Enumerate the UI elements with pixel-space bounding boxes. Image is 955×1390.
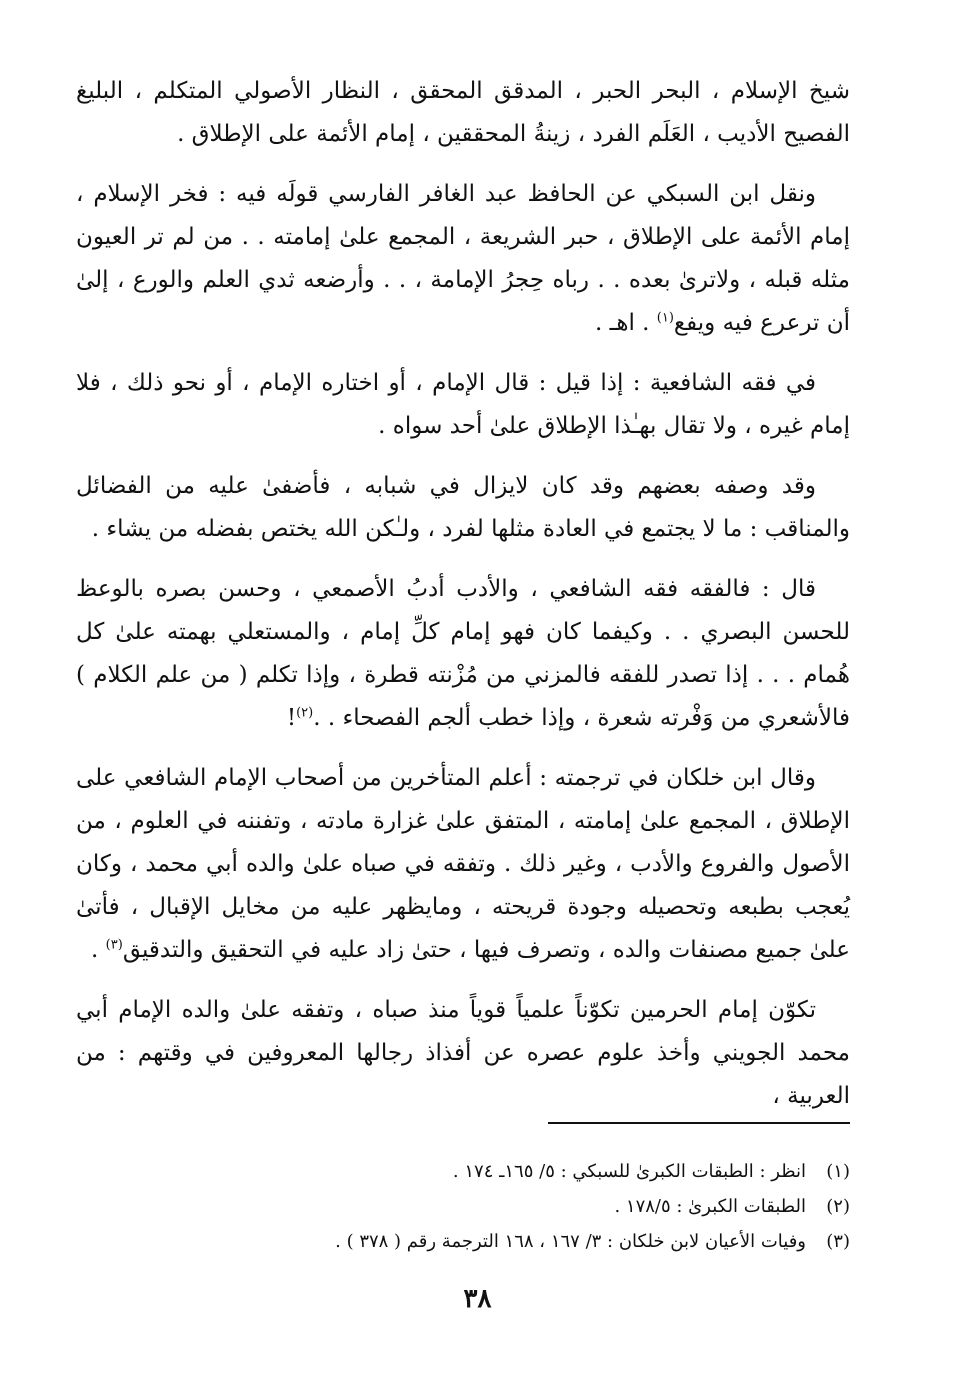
footnote-text: الطبقات الكبرىٰ : ١٧٨/٥ . — [614, 1196, 806, 1217]
paragraph-6-tail: . — [91, 937, 106, 963]
footnote-2 — [76, 1189, 850, 1224]
paragraph-6 — [76, 757, 850, 972]
page-number: ٣٨ — [463, 1284, 492, 1314]
footnote-1 — [76, 1154, 850, 1189]
main-text — [76, 70, 850, 1135]
paragraph-2-tail: . اهـ . — [594, 310, 657, 336]
paragraph-1: شيخ الإسلام ، البحر الحبر ، المدقق المحقق ، النظار الأصولي المتكلم ، البليغ الفصيح الأديب ، العَلَم الفرد ، زينةُ المحققين ، إمام الأئمة على الإطلاق . — [76, 78, 850, 147]
paragraph-5-tail: ! — [286, 705, 297, 731]
footnote-number: (١) — [826, 1161, 850, 1182]
paragraph-7: تكوّن إمام الحرمين تكوّناً علمياً قوياً منذ صباه ، وتفقه علىٰ والده الإمام أبي محمد الجويني وأخذ علوم عصره عن أفذاذ رجالها المعروفين في وقتهم : من العربية ، — [76, 997, 850, 1109]
footnote-ref-3[interactable]: (٣) — [105, 937, 123, 953]
paragraph-6-text: وقال ابن خلكان في ترجمته : أعلم المتأخرين من أصحاب الإمام الشافعي على الإطلاق ، المجمع علىٰ إمامته ، المتفق علىٰ غزارة مادته ، وتفننه في العلوم ، من الأصول والفروع والأدب ، وغير ذلك . وتفقه في صباه علىٰ والده أبي محمد ، وكان يُعجب بطبعه وتحصيله وجودة قريحته ، ومايظهر عليه من مخايل الإقبال ، فأتىٰ علىٰ جميع مصنفات والده ، وتصرف فيها ، حتىٰ زاد عليه في التحقيق والتدقيق — [76, 765, 850, 963]
footnotes — [76, 1154, 850, 1259]
footnote-text: وفيات الأعيان لابن خلكان : ٣/ ١٦٧ ، ١٦٨ الترجمة رقم ( ٣٧٨ ) . — [335, 1231, 806, 1252]
paragraph-2 — [76, 173, 850, 345]
paragraph-5-text: قال : فالفقه فقه الشافعي ، والأدب أدبُ الأصمعي ، وحسن بصره بالوعظ للحسن البصري . . وكيفما كان فهو إمام كلِّ إمام ، والمستعلي بهمته علىٰ كل هُمام . . . إذا تصدر للفقه فالمزني من مُزْنته قطرة ، وإذا تكلم ( من علم الكلام ) فالأشعري من وَفْرته شعرة ، وإذا خطب ألجم الفصحاء . . — [76, 576, 850, 731]
footnote-ref-2[interactable]: (٢) — [296, 705, 314, 721]
paragraph-5 — [76, 568, 850, 740]
footnote-3 — [76, 1224, 850, 1259]
paragraph-4: وقد وصفه بعضهم وقد كان لايزال في شبابه ، فأضفىٰ عليه من الفضائل والمناقب : ما لا يجتمع في العادة مثلها لفرد ، ولـٰكن الله يختص بفضله من يشاء . — [76, 473, 850, 542]
paragraph-3: في فقه الشافعية : إذا قيل : قال الإمام ، أو اختاره الإمام ، أو نحو ذلك ، فلا إمام غيره ، ولا تقال بهـٰذا الإطلاق علىٰ أحد سواه . — [76, 370, 850, 439]
footnote-separator — [548, 1122, 850, 1124]
footnote-ref-1[interactable]: (١) — [656, 310, 674, 326]
footnote-text: انظر : الطبقات الكبرىٰ للسبكي : ٥/ ١٦٥ـ ١٧٤ . — [452, 1161, 806, 1182]
paragraph-2-text: ونقل ابن السبكي عن الحافظ عبد الغافر الفارسي قولَه فيه : فخر الإسلام ، إمام الأئمة على الإطلاق ، حبر الشريعة ، المجمع علىٰ إمامته . . من لم تر العيون مثله قبله ، ولاترىٰ بعده . . رباه حِجرُ الإمامة ، . . وأرضعه ثدي العلم والورع ، إلىٰ أن ترعرع فيه ويفع — [76, 181, 850, 336]
footnote-number: (٢) — [826, 1196, 850, 1217]
footnote-number: (٣) — [826, 1231, 850, 1252]
